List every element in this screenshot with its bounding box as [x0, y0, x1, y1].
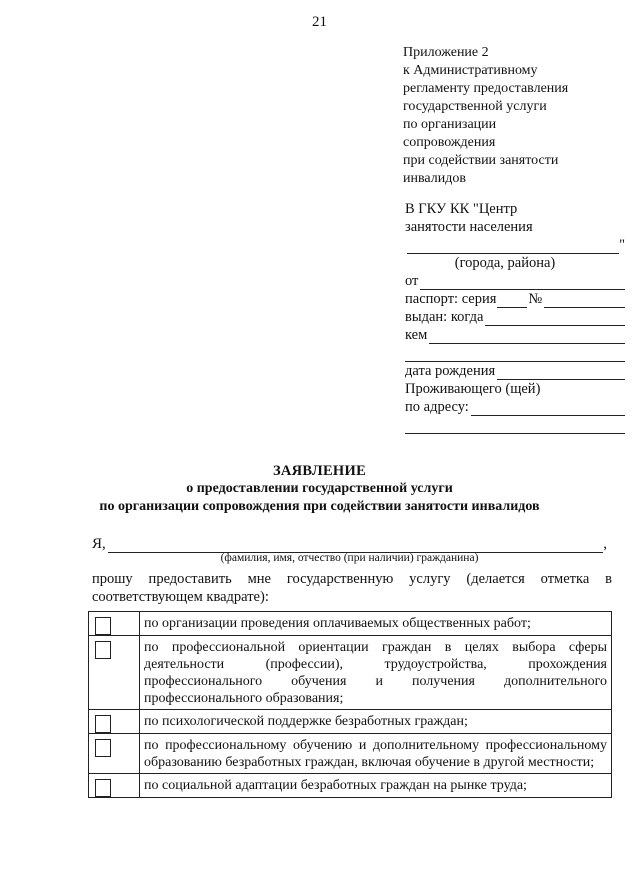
service-options-table	[88, 611, 612, 798]
title-main: ЗАЯВЛЕНИЕ	[272, 463, 367, 479]
address-field-2[interactable]	[405, 420, 625, 434]
title-line-3: по организации сопровождения при содействии занятости инвалидов	[99, 499, 540, 514]
issued-row	[405, 308, 625, 326]
passport-number-field[interactable]	[544, 294, 625, 308]
passport-label: паспорт: серия	[405, 291, 497, 307]
birth-label: дата рождения	[405, 363, 496, 379]
appendix-line: сопровождения	[403, 135, 496, 150]
appendix-line: инвалидов	[403, 171, 466, 186]
table-row	[89, 612, 612, 636]
option-text: по профессиональной ориентации граждан в целях выбора сферы деятельности (профессии), трудоустройства, прохождения профессионального обучения и получения дополнительного профессионального образования;	[140, 636, 612, 710]
appendix-header	[403, 44, 623, 188]
passport-row	[405, 290, 625, 308]
birth-row	[405, 362, 625, 380]
quote-close: "	[619, 237, 625, 253]
table-row	[89, 710, 612, 734]
table-row	[89, 636, 612, 710]
appendix-line: государственной услуги	[403, 99, 547, 114]
issued-label: выдан: когда	[405, 309, 484, 325]
from-row	[405, 272, 625, 290]
request-text: прошу предоставить мне государственную услугу (делается отметка в соответствующем квадрате):	[92, 571, 612, 605]
city-field[interactable]	[407, 240, 619, 254]
resident-label: Проживающего (щей)	[405, 381, 541, 397]
option-text: по психологической поддержке безработных граждан;	[140, 710, 612, 734]
number-label: №	[528, 291, 543, 307]
applicant-suffix: ,	[603, 536, 607, 552]
issued-by-row-2	[405, 344, 625, 362]
option-checkbox[interactable]	[95, 779, 111, 797]
document-title	[0, 462, 639, 516]
page-number: 21	[312, 14, 327, 30]
appendix-line: по организации	[403, 117, 497, 132]
city-note: (города, района)	[454, 255, 556, 271]
address-row-2	[405, 416, 625, 434]
address-field[interactable]	[471, 402, 625, 416]
issued-by-row	[405, 326, 625, 344]
applicant-name-field[interactable]	[108, 537, 603, 553]
appendix-line: к Административному	[403, 63, 538, 78]
applicant-name-row	[92, 536, 607, 553]
issued-date-field[interactable]	[485, 312, 625, 326]
table-row	[89, 774, 612, 798]
applicant-prefix: Я,	[92, 536, 106, 552]
issued-by-label: кем	[405, 327, 428, 343]
option-checkbox[interactable]	[95, 641, 111, 659]
birth-date-field[interactable]	[497, 366, 625, 380]
from-label: от	[405, 273, 419, 289]
option-checkbox[interactable]	[95, 715, 111, 733]
addressee-to-line2: занятости населения	[405, 219, 533, 235]
appendix-line: регламенту предоставления	[403, 81, 569, 96]
option-text: по организации проведения оплачиваемых общественных работ;	[140, 612, 612, 636]
appendix-line: Приложение 2	[403, 45, 489, 60]
option-text: по социальной адаптации безработных граждан на рынке труда;	[140, 774, 612, 798]
option-checkbox[interactable]	[95, 617, 111, 635]
appendix-line: при содействии занятости	[403, 153, 559, 168]
title-line-2: о предоставлении государственной услуги	[186, 481, 453, 496]
addressee-to-line1: В ГКУ КК "Центр	[405, 201, 518, 217]
table-row	[89, 734, 612, 774]
applicant-name-hint: (фамилия, имя, отчество (при наличии) гражданина)	[220, 552, 479, 564]
address-row	[405, 398, 625, 416]
addressee-block	[405, 200, 625, 434]
issued-by-field-2[interactable]	[405, 348, 625, 362]
address-label: по адресу:	[405, 399, 469, 415]
option-text: по профессиональному обучению и дополнительному профессиональному образованию безработных граждан, включая обучение в другой местности;	[140, 734, 612, 774]
city-field-row	[405, 236, 625, 254]
option-checkbox[interactable]	[95, 739, 111, 757]
passport-series-field[interactable]	[497, 294, 527, 308]
issued-by-field[interactable]	[429, 330, 625, 344]
from-field[interactable]	[420, 276, 625, 290]
